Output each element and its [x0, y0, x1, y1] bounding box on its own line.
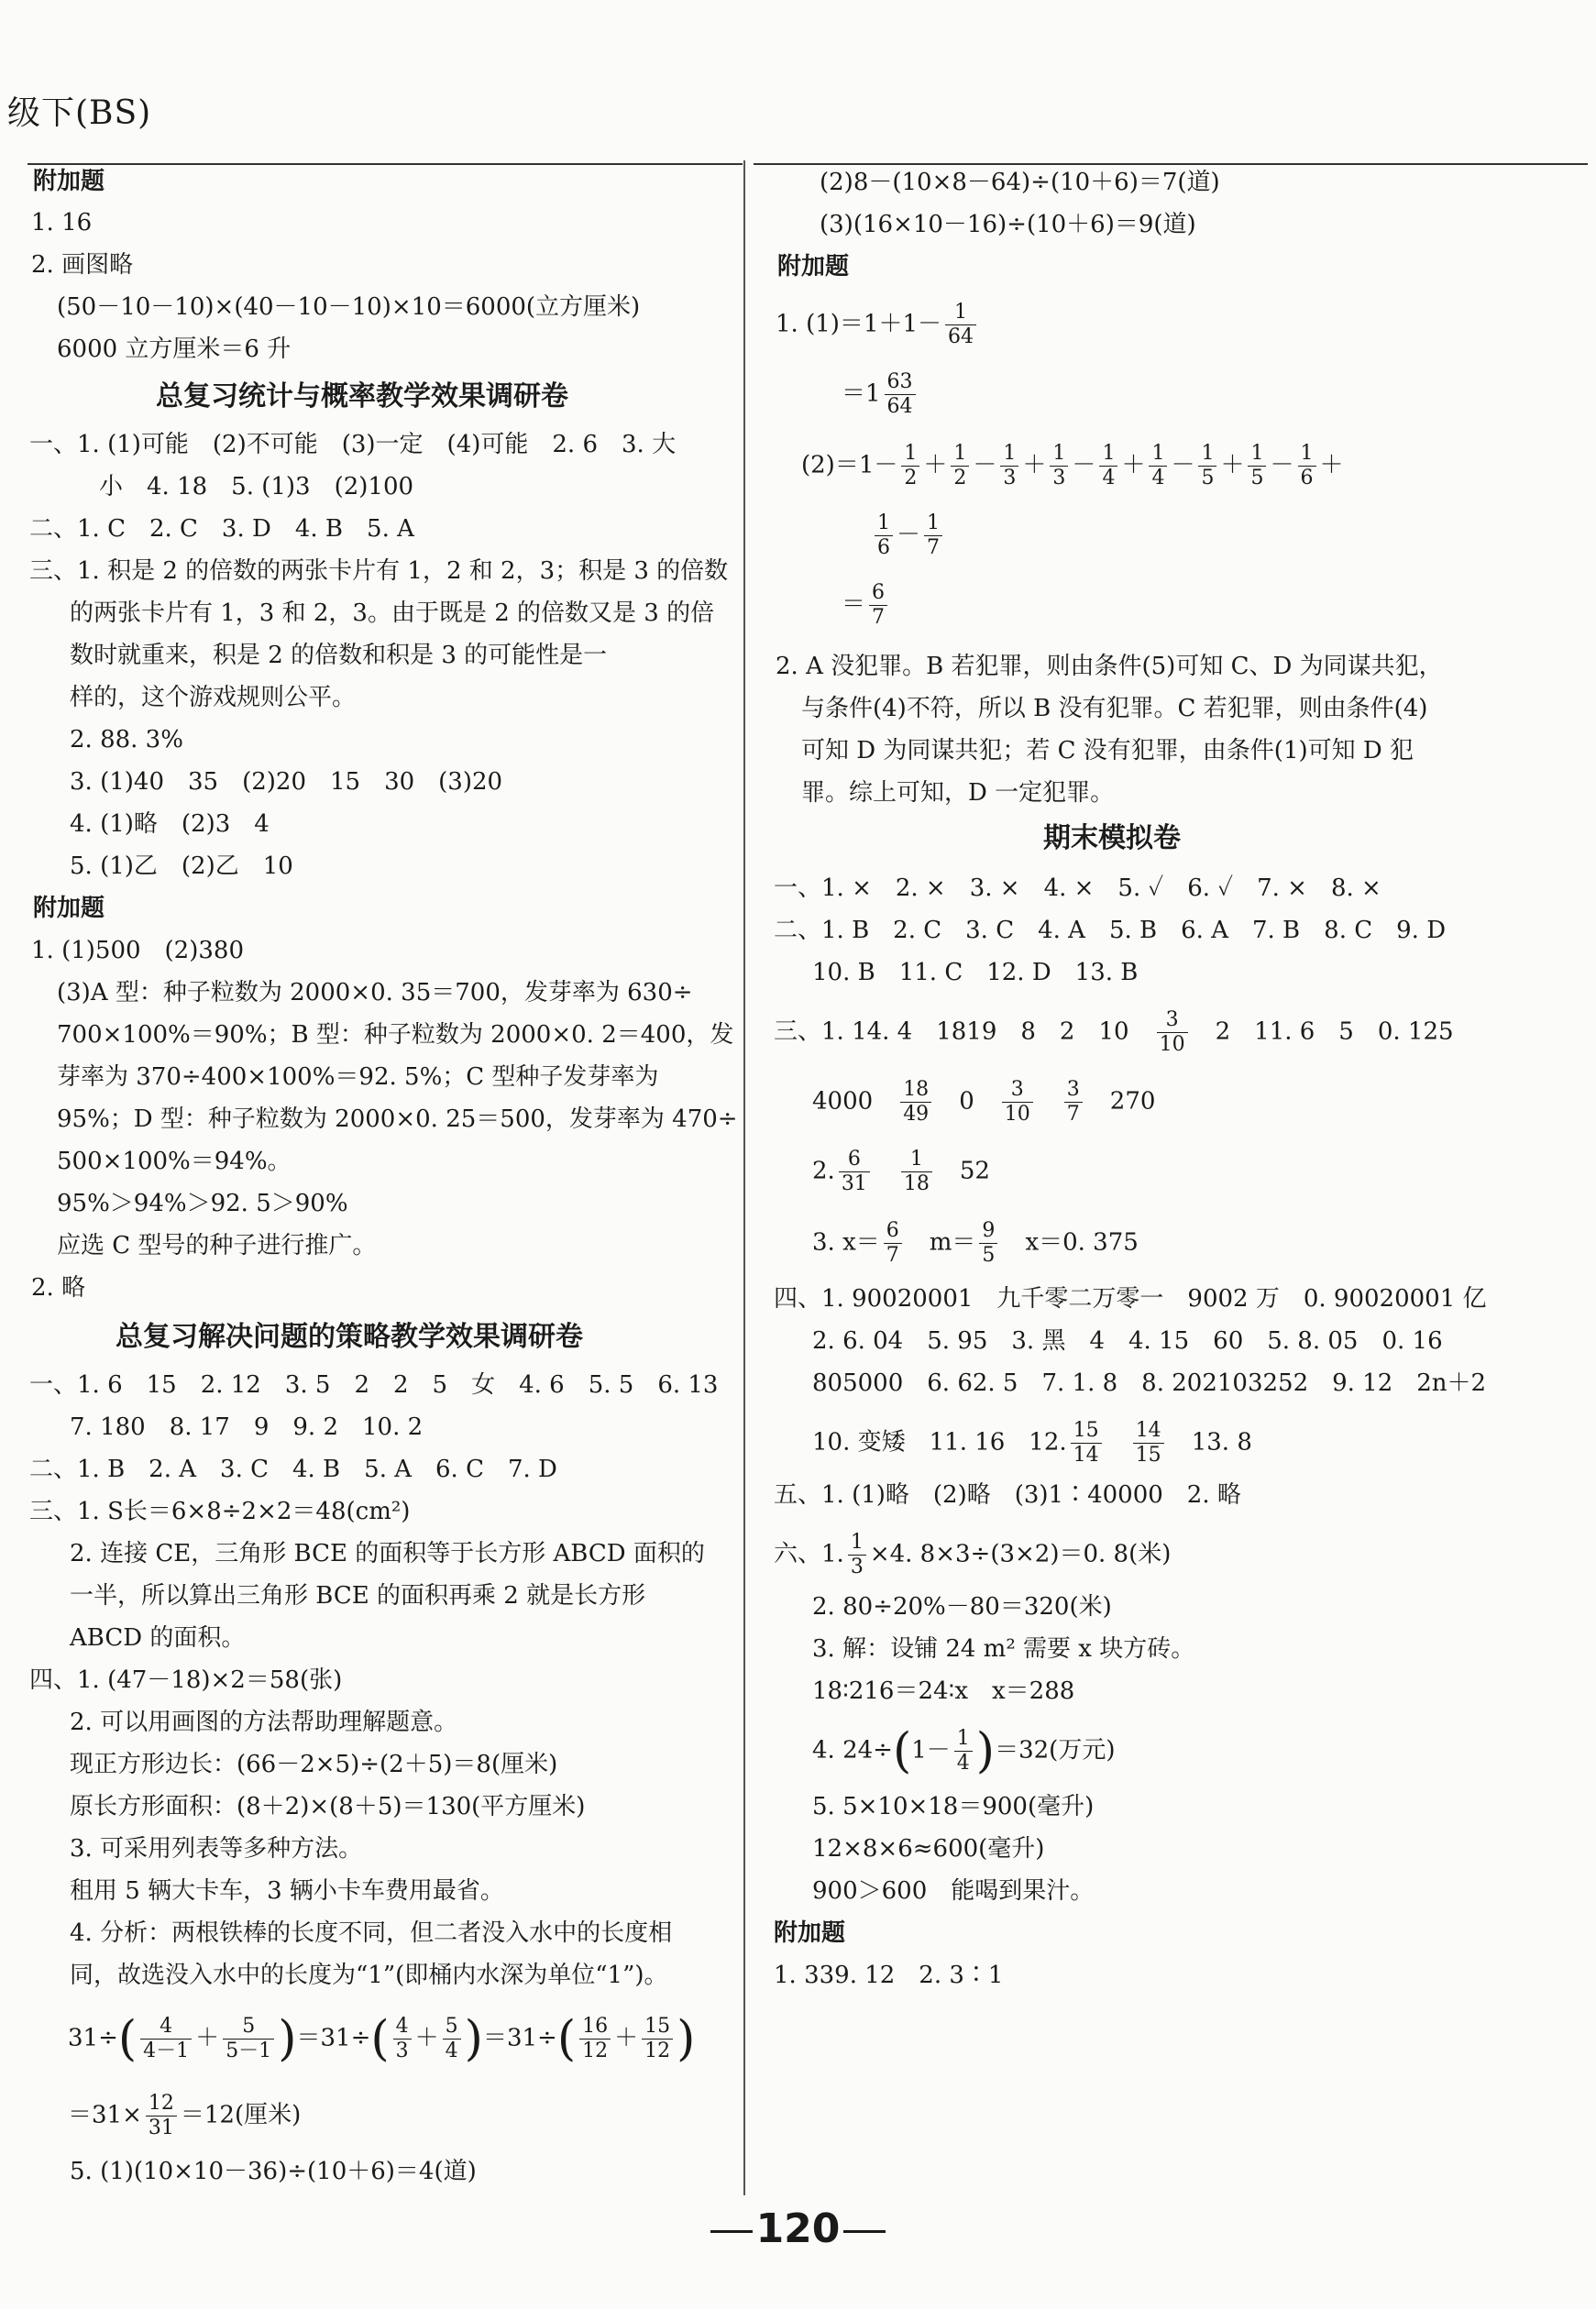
answer-line: 样的，这个游戏规则公平。 [70, 684, 357, 711]
fraction: $\frac{3}{10}$ [1157, 1008, 1188, 1057]
answer-line: 一、1. × 2. × 3. × 4. × 5. ✓ 6. ✓ 7. × 8. × [774, 874, 1381, 902]
page-number-dash-left [710, 2230, 753, 2233]
answer-line: 现正方形边长：(66－2×5)÷(2＋5)＝8(厘米) [70, 1751, 558, 1778]
answer-line: 2. 88. 3% [70, 726, 183, 753]
equation-line: 31÷( $\frac{4}{4-1}$ ＋ $\frac{5}{5-1}$ )＝31÷( $\frac{4}{3}$ ＋ $\frac{5}{4}$ )＝31÷( $\frac{16}{12}$ ＋ $\frac{15}{12}$ ) [68, 2011, 696, 2067]
answer-line: 5. (1)乙 (2)乙 10 [70, 852, 293, 880]
fraction: $\frac{15}{14}$ [1071, 1419, 1102, 1468]
section-title: 期末模拟卷 [1043, 822, 1181, 854]
top-rule-right [754, 163, 1588, 165]
answer-line: 二、1. B 2. A 3. C 4. B 5. A 6. C 7. D [29, 1456, 557, 1483]
equation-line: 4000 $\frac{18}{49}$ 0 $\frac{3}{10}$ $\frac{3}{7}$ 270 [812, 1078, 1156, 1126]
fraction: $\frac{15}{12}$ [642, 2015, 673, 2063]
answer-line: 五、1. (1)略 (2)略 (3)1∶40000 2. 略 [774, 1481, 1241, 1509]
answer-line: 2. 连接 CE，三角形 BCE 的面积等于长方形 ABCD 面积的 [70, 1540, 705, 1567]
answer-line: 700×100%＝90%；B 型：种子粒数为 2000×0. 2＝400，发 [57, 1021, 734, 1049]
answer-line: 的两张卡片有 1，3 和 2，3。由于既是 2 的倍数又是 3 的倍 [70, 599, 715, 627]
equation-line: 10. 变矮 11. 16 12. $\frac{15}{14}$ $\frac{14}{15}$ 13. 8 [812, 1419, 1252, 1467]
equation-line: $\frac{1}{6}$ － $\frac{1}{7}$ [871, 511, 946, 560]
answer-line: 2. A 没犯罪。B 若犯罪，则由条件(5)可知 C、D 为同谋共犯， [776, 653, 1443, 680]
page-number-dash-right [843, 2230, 886, 2233]
fraction: $\frac{1}{4}$ [1099, 442, 1117, 490]
page-number: 120 [0, 2209, 1596, 2249]
equation-line: 1. (1)＝1＋1－ $\frac{1}{64}$ [776, 301, 980, 349]
fraction: $\frac{6}{7}$ [884, 1219, 902, 1268]
fraction: $\frac{1}{7}$ [924, 511, 942, 560]
fraction: $\frac{12}{31}$ [146, 2092, 177, 2140]
bonus-heading: 附加题 [777, 253, 850, 280]
fraction: $\frac{1}{3}$ [1050, 442, 1068, 490]
answer-line: 95%＞94%＞92. 5＞90% [57, 1190, 348, 1217]
fraction: $\frac{1}{4}$ [954, 1727, 973, 1776]
answer-line: 5. (1)(10×10－36)÷(10＋6)＝4(道) [70, 2158, 477, 2185]
answer-line: 4. (1)略 (2)3 4 [70, 810, 270, 838]
answer-line: 4. 分析：两根铁棒的长度不同，但二者没入水中的长度相 [70, 1919, 673, 1947]
fraction: $\frac{6}{7}$ [869, 581, 887, 630]
answer-line: (50－10－10)×(40－10－10)×10＝6000(立方厘米) [57, 293, 641, 321]
answer-line: (3)(16×10－16)÷(10＋6)＝9(道) [820, 211, 1196, 238]
fraction: $\frac{4}{4-1}$ [140, 2015, 192, 2063]
section-title: 总复习统计与概率教学效果调研卷 [156, 380, 568, 412]
equation-line: ＝1 $\frac{63}{64}$ [842, 370, 919, 419]
fraction: $\frac{1}{2}$ [951, 442, 969, 490]
column-divider [743, 160, 745, 2195]
answer-line: 2. 画图略 [31, 251, 134, 279]
answer-line: 小 4. 18 5. (1)3 (2)100 [99, 473, 414, 500]
answer-line: 1. (1)500 (2)380 [31, 937, 244, 964]
fraction: $\frac{1}{6}$ [1298, 442, 1316, 490]
answer-line: 三、1. 积是 2 的倍数的两张卡片有 1，2 和 2，3；积是 3 的倍数 [29, 557, 729, 585]
answer-line: 95%；D 型：种子粒数为 2000×0. 25＝500，发芽率为 470÷ [57, 1105, 738, 1133]
equation-line: 3. x＝ $\frac{6}{7}$ m＝ $\frac{9}{5}$ x＝0. 375 [812, 1219, 1139, 1267]
answer-line: 二、1. C 2. C 3. D 4. B 5. A [29, 515, 414, 543]
equation-line: ＝ $\frac{6}{7}$ [842, 581, 891, 630]
answer-line: 四、1. (47－18)×2＝58(张) [29, 1666, 343, 1694]
equation-line: (2)＝1－ $\frac{1}{2}$ ＋ $\frac{1}{2}$ － $\frac{1}{3}$ ＋ $\frac{1}{3}$ － $\frac{1}{4}$ ＋ $\frac{1}{4}$ － $\frac{1}{5}$ ＋ $\frac{1}{5}$ － $\frac{1}{6}$ ＋ [801, 442, 1344, 489]
answer-line: (2)8－(10×8－64)÷(10＋6)＝7(道) [820, 169, 1220, 196]
fraction: $\frac{6}{31}$ [839, 1148, 870, 1196]
answer-line: 2. 略 [31, 1274, 86, 1302]
bonus-heading: 附加题 [774, 1919, 846, 1947]
answer-line: 一、1. (1)可能 (2)不可能 (3)一定 (4)可能 2. 6 3. 大 [29, 431, 677, 458]
answer-line: 18∶216＝24∶x x＝288 [812, 1677, 1075, 1705]
fraction: $\frac{1}{6}$ [875, 511, 893, 560]
answer-line: 3. 解：设铺 24 m² 需要 x 块方砖。 [812, 1635, 1195, 1663]
answer-line: 罪。综上可知，D 一定犯罪。 [801, 779, 1115, 807]
answer-line: 可知 D 为同谋共犯；若 C 没有犯罪，由条件(1)可知 D 犯 [801, 737, 1414, 764]
answer-line: 四、1. 90020001 九千零二万零一 9002 万 0. 90020001 亿 [774, 1285, 1487, 1313]
answer-line: 5. 5×10×18＝900(毫升) [812, 1793, 1095, 1820]
answer-line: 与条件(4)不符，所以 B 没有犯罪。C 若犯罪，则由条件(4) [801, 695, 1428, 722]
equation-line: 4. 24÷(1－ $\frac{1}{4}$ )＝32(万元) [812, 1723, 1116, 1779]
answer-line: 同，故选没入水中的长度为“1”(即桶内水深为单位“1”)。 [70, 1962, 668, 1989]
fraction: $\frac{18}{49}$ [900, 1078, 931, 1127]
answer-line: 三、1. S长＝6×8÷2×2＝48(cm²) [29, 1498, 411, 1525]
page-header: 级下(BS) [7, 94, 152, 132]
equation-line: ＝31× $\frac{12}{31}$ ＝12(厘米) [68, 2092, 302, 2139]
bonus-heading: 附加题 [33, 168, 105, 195]
answer-line: 2. 可以用画图的方法帮助理解题意。 [70, 1709, 458, 1736]
fraction: $\frac{1}{3}$ [1000, 442, 1018, 490]
equation-line: 2. $\frac{6}{31}$ $\frac{1}{18}$ 52 [812, 1148, 990, 1195]
fraction: $\frac{1}{18}$ [901, 1148, 932, 1196]
answer-line: 805000 6. 62. 5 7. 1. 8 8. 202103252 9. 12 2n＋2 [812, 1369, 1487, 1397]
answer-line: 10. B 11. C 12. D 13. B [812, 959, 1139, 986]
top-rule-left [28, 163, 743, 165]
fraction: $\frac{1}{3}$ [848, 1531, 866, 1579]
fraction: $\frac{9}{5}$ [979, 1219, 997, 1268]
fraction: $\frac{16}{12}$ [579, 2015, 611, 2063]
answer-line: 900＞600 能喝到果汁。 [812, 1877, 1095, 1905]
answer-line: ABCD 的面积。 [70, 1624, 246, 1652]
fraction: $\frac{63}{64}$ [885, 370, 916, 419]
answer-line: 二、1. B 2. C 3. C 4. A 5. B 6. A 7. B 8. C 9. D [774, 917, 1447, 944]
fraction: $\frac{14}{15}$ [1133, 1419, 1164, 1468]
fraction: $\frac{1}{4}$ [1149, 442, 1167, 490]
answer-line: 原长方形面积：(8＋2)×(8＋5)＝130(平方厘米) [70, 1793, 586, 1820]
answer-line: 应选 C 型号的种子进行推广。 [57, 1232, 377, 1259]
fraction: $\frac{1}{64}$ [945, 301, 976, 349]
answer-line: 6000 立方厘米＝6 升 [57, 335, 292, 363]
fraction: $\frac{4}{3}$ [393, 2015, 412, 2063]
answer-line: 1. 339. 12 2. 3∶1 [774, 1962, 1004, 1989]
answer-line: 3. (1)40 35 (2)20 15 30 (3)20 [70, 768, 503, 796]
fraction: $\frac{1}{5}$ [1248, 442, 1266, 490]
answer-line: 7. 180 8. 17 9 9. 2 10. 2 [70, 1413, 424, 1441]
answer-line: 500×100%＝94%。 [57, 1148, 292, 1175]
bonus-heading: 附加题 [33, 895, 105, 922]
fraction: $\frac{3}{7}$ [1064, 1078, 1083, 1127]
answer-line: 2. 80÷20%－80＝320(米) [812, 1593, 1112, 1621]
fraction: $\frac{5}{4}$ [443, 2015, 461, 2063]
section-title: 总复习解决问题的策略教学效果调研卷 [116, 1321, 583, 1353]
answer-line: 2. 6. 04 5. 95 3. 黑 4 4. 15 60 5. 8. 05 0. 16 [812, 1327, 1443, 1355]
answer-line: 1. 16 [31, 209, 93, 236]
fraction: $\frac{1}{2}$ [901, 442, 919, 490]
answer-line: 租用 5 辆大卡车，3 辆小卡车费用最省。 [70, 1877, 504, 1905]
answer-line: 芽率为 370÷400×100%＝92. 5%；C 型种子发芽率为 [57, 1063, 659, 1091]
equation-line: 三、1. 14. 4 1819 8 2 10 $\frac{3}{10}$ 2 11. 6 5 0. 125 [774, 1008, 1454, 1056]
answer-line: 数时就重来，积是 2 的倍数和积是 3 的可能性是一 [70, 642, 608, 669]
answer-line: (3)A 型：种子粒数为 2000×0. 35＝700，发芽率为 630÷ [57, 979, 693, 1006]
fraction: $\frac{3}{10}$ [1002, 1078, 1033, 1127]
answer-line: 一半，所以算出三角形 BCE 的面积再乘 2 就是长方形 [70, 1582, 646, 1610]
answer-line: 一、1. 6 15 2. 12 3. 5 2 2 5 女 4. 6 5. 5 6. 13 [29, 1371, 719, 1399]
answer-line: 3. 可采用列表等多种方法。 [70, 1835, 363, 1863]
fraction: $\frac{1}{5}$ [1198, 442, 1216, 490]
answer-line: 12×8×6≈600(毫升) [812, 1835, 1045, 1863]
fraction: $\frac{5}{5-1}$ [223, 2015, 274, 2063]
equation-line: 六、1. $\frac{1}{3}$ ×4. 8×3÷(3×2)＝0. 8(米) [774, 1531, 1172, 1578]
